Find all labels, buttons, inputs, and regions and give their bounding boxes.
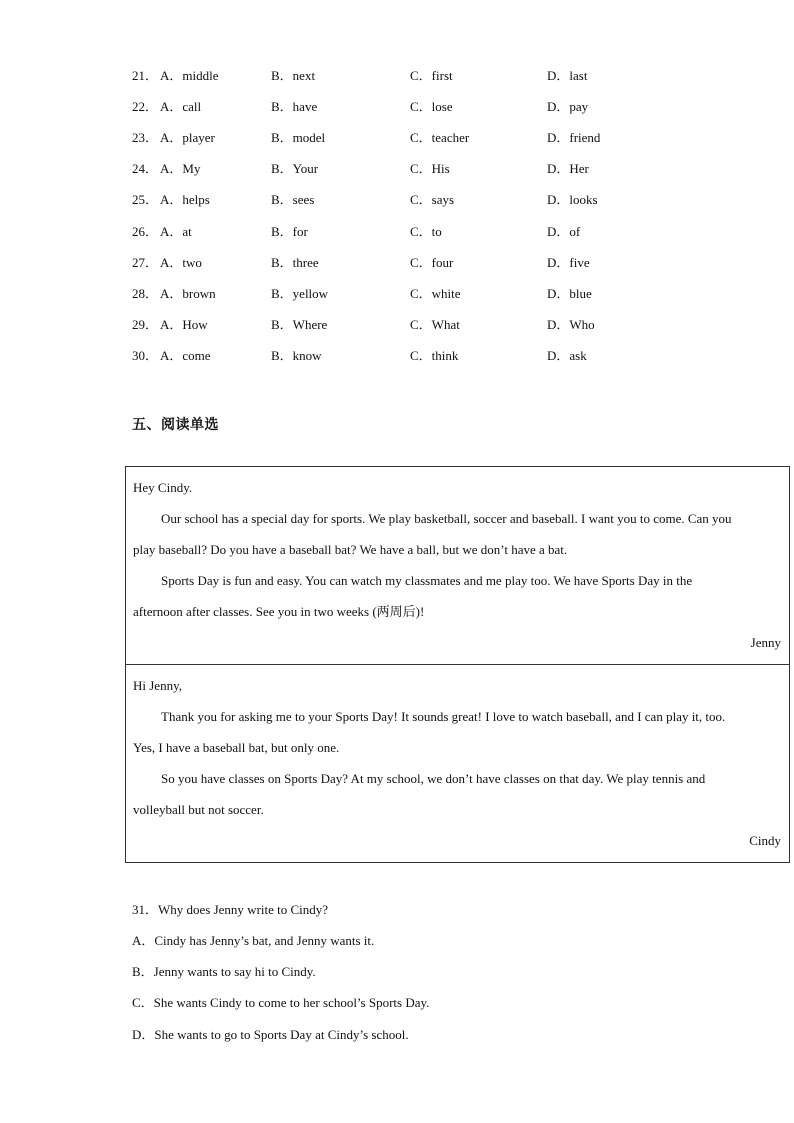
question-number: 25． — [132, 192, 159, 207]
option-d: D．friend — [547, 130, 601, 145]
letter-signature: Cindy — [749, 833, 781, 848]
option-b: B．next — [271, 68, 316, 83]
letter-text-line: Yes, I have a baseball bat, but only one. — [133, 740, 340, 755]
option-d: D．last — [547, 68, 588, 83]
letter-text-line: Our school has a special day for sports. We play basketball, soccer and baseball. I want you to come. Can you — [161, 511, 732, 526]
option-c: C．says — [410, 192, 455, 207]
option-b: B．for — [271, 224, 308, 239]
option-d: D．pay — [547, 99, 589, 114]
question-number: 27． — [132, 255, 159, 270]
option-b: B．have — [271, 99, 318, 114]
letter-text-line: afternoon after classes. See you in two weeks (两周后)! — [133, 604, 425, 619]
question-number: 23． — [132, 130, 159, 145]
option-c: C．four — [410, 255, 454, 270]
option-c: C．She wants Cindy to come to her school’s Sports Day. — [132, 995, 430, 1010]
letter-text-line: Sports Day is fun and easy. You can watch my classmates and me play too. We have Sports Day in the — [161, 573, 693, 588]
option-a: A．at — [160, 224, 192, 239]
option-d: D．of — [547, 224, 581, 239]
letter-signature: Jenny — [750, 635, 781, 650]
option-d: D．blue — [547, 286, 592, 301]
letter-text-line: volleyball but not soccer. — [133, 802, 264, 817]
option-b: B．sees — [271, 192, 315, 207]
option-b: B．Where — [271, 317, 328, 332]
option-b: B．yellow — [271, 286, 329, 301]
option-a: A．helps — [160, 192, 210, 207]
letter-text-line: Thank you for asking me to your Sports Day! It sounds great! I love to watch baseball, and I can play it, too. — [161, 709, 726, 724]
letter-text-line: play baseball? Do you have a baseball bat? We have a ball, but we don’t have a bat. — [133, 542, 568, 557]
question-stem: 31．Why does Jenny write to Cindy? — [132, 902, 329, 917]
question-number: 30． — [132, 348, 159, 363]
option-b: B．three — [271, 255, 319, 270]
letter-greeting: Hey Cindy. — [133, 480, 193, 495]
letter-from-cindy — [125, 664, 790, 863]
option-b: B．know — [271, 348, 322, 363]
option-d: D．Who — [547, 317, 595, 332]
question-number: 28． — [132, 286, 159, 301]
letter-greeting: Hi Jenny, — [133, 678, 182, 693]
option-d: D．ask — [547, 348, 587, 363]
option-d: D．She wants to go to Sports Day at Cindy’s school. — [132, 1027, 409, 1042]
option-a: A．call — [160, 99, 202, 114]
option-a: A．player — [160, 130, 215, 145]
option-a: A．middle — [160, 68, 219, 83]
question-number: 22． — [132, 99, 159, 114]
option-b: B．Your — [271, 161, 319, 176]
option-c: C．lose — [410, 99, 453, 114]
option-d: D．Her — [547, 161, 589, 176]
question-number: 26． — [132, 224, 159, 239]
question-number: 24． — [132, 161, 159, 176]
letter-text-line: So you have classes on Sports Day? At my school, we don’t have classes on that day. We play tennis and — [161, 771, 706, 786]
option-d: D．looks — [547, 192, 598, 207]
option-c: C．first — [410, 68, 453, 83]
option-b: B．Jenny wants to say hi to Cindy. — [132, 964, 316, 979]
option-c: C．to — [410, 224, 442, 239]
option-a: A．My — [160, 161, 201, 176]
question-number: 29． — [132, 317, 159, 332]
question-number: 21． — [132, 68, 159, 83]
option-c: C．teacher — [410, 130, 470, 145]
section-title: 五、阅读单选 — [132, 417, 219, 433]
option-b: B．model — [271, 130, 326, 145]
option-a: A．Cindy has Jenny’s bat, and Jenny wants it. — [132, 933, 375, 948]
option-a: A．brown — [160, 286, 216, 301]
letter-from-jenny — [125, 466, 790, 665]
option-c: C．think — [410, 348, 459, 363]
option-a: A．two — [160, 255, 202, 270]
option-c: C．What — [410, 317, 460, 332]
option-a: A．How — [160, 317, 208, 332]
option-d: D．five — [547, 255, 590, 270]
option-a: A．come — [160, 348, 211, 363]
option-c: C．His — [410, 161, 450, 176]
option-c: C．white — [410, 286, 461, 301]
